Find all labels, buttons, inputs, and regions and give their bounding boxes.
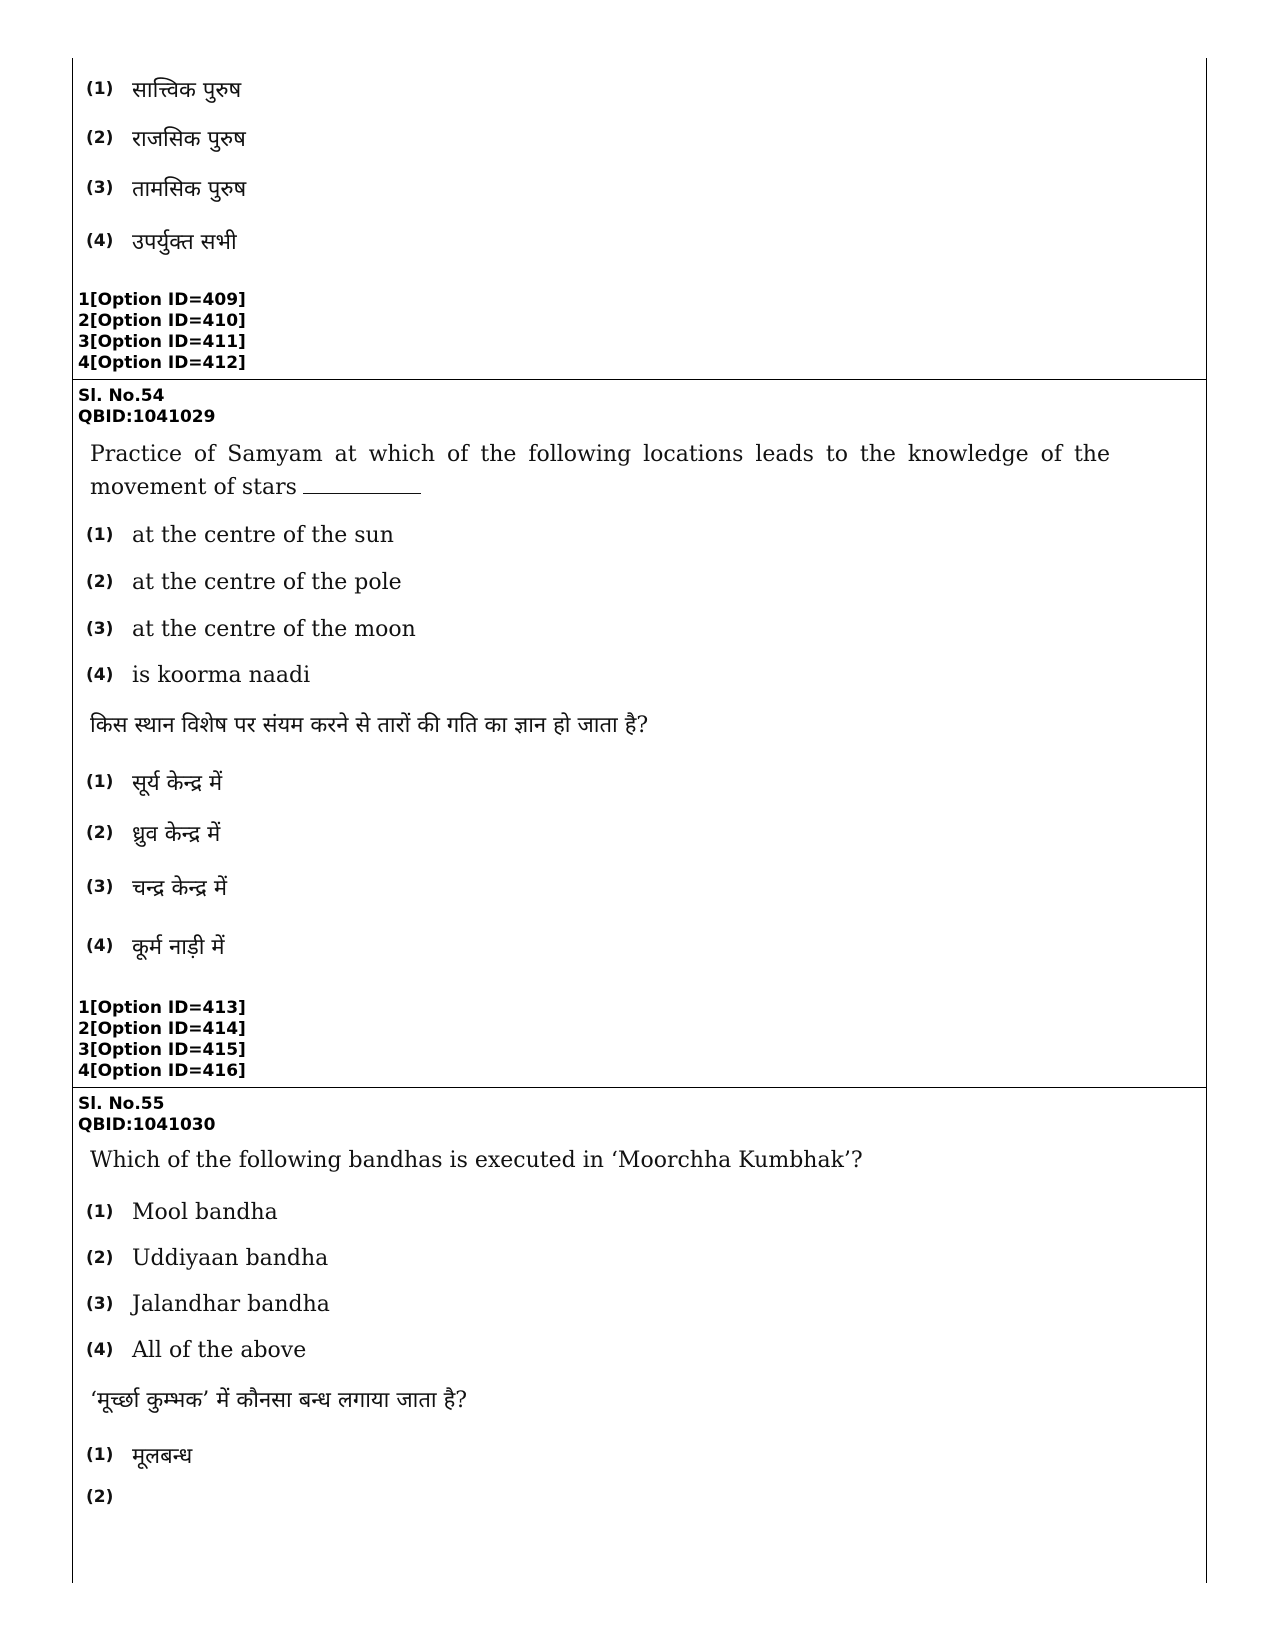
option-id: 3[Option ID=411] (78, 332, 246, 352)
left-border (72, 58, 73, 1583)
option-number: (2) (86, 1248, 114, 1268)
option-text: चन्द्र केन्द्र में (132, 876, 227, 901)
option-row (86, 121, 246, 155)
option-text: राजसिक पुरुष (132, 127, 246, 152)
serial-number: Sl. No.54 (78, 386, 165, 406)
option-number: (4) (86, 665, 114, 685)
option-number: (4) (86, 1340, 114, 1360)
option-row (86, 1287, 330, 1321)
option-number: (3) (86, 1294, 114, 1314)
option-row (86, 1241, 328, 1275)
option-text: at the centre of the moon (132, 616, 416, 642)
option-row (86, 171, 246, 205)
option-row (86, 1333, 306, 1367)
question-text: Practice of Samyam at which of the following locations leads to the knowledge of the movement of stars (90, 442, 1110, 500)
option-text: ध्रुव केन्द्र में (132, 822, 221, 847)
option-row (86, 1195, 278, 1229)
option-id: 2[Option ID=414] (78, 1019, 246, 1039)
option-number: (2) (86, 823, 114, 843)
right-border (1206, 58, 1207, 1583)
option-number: (3) (86, 619, 114, 639)
option-id: 4[Option ID=416] (78, 1061, 246, 1081)
option-id-list (78, 998, 246, 1082)
option-text: तामसिक पुरुष (132, 177, 247, 202)
question-text-en: Which of the following bandhas is executed in ‘Moorchha Kumbhak’? (90, 1148, 863, 1173)
option-text: at the centre of the pole (132, 569, 402, 595)
option-id: 4[Option ID=412] (78, 353, 246, 373)
option-number: (4) (86, 936, 114, 956)
option-text: मूलबन्ध (132, 1444, 193, 1469)
option-number: (2) (86, 128, 114, 148)
serial-number: Sl. No.55 (78, 1094, 165, 1114)
option-text: सूर्य केन्द्र में (132, 771, 223, 796)
option-text: Uddiyaan bandha (132, 1245, 329, 1271)
question-header (78, 386, 215, 428)
option-number: (4) (86, 231, 114, 251)
option-number: (1) (86, 1202, 114, 1222)
option-number: (2) (86, 572, 114, 592)
option-row (86, 72, 241, 106)
question-text-en (90, 439, 1110, 504)
option-row (86, 658, 310, 692)
option-id: 1[Option ID=409] (78, 290, 246, 310)
question-divider (72, 379, 1206, 380)
option-row (86, 765, 222, 799)
question-divider (72, 1087, 1206, 1088)
option-row (86, 518, 394, 552)
option-row (86, 929, 225, 963)
option-text: Mool bandha (132, 1199, 278, 1225)
question-text-hi: ‘मूर्च्छा कुम्भक’ में कौनसा बन्ध लगाया जाता है? (90, 1388, 468, 1413)
option-number: (1) (86, 1445, 114, 1465)
qbid: QBID:1041030 (78, 1115, 216, 1135)
question-header (78, 1094, 215, 1136)
option-text: at the centre of the sun (132, 522, 394, 548)
option-number: (3) (86, 178, 114, 198)
question-paper-page (72, 58, 1206, 1583)
option-id: 1[Option ID=413] (78, 998, 246, 1018)
option-row (86, 224, 237, 258)
qbid: QBID:1041029 (78, 407, 216, 427)
option-id: 3[Option ID=415] (78, 1040, 246, 1060)
option-text: is koorma naadi (132, 662, 311, 688)
option-row (86, 816, 220, 850)
option-number: (2) (86, 1487, 114, 1507)
option-number: (3) (86, 877, 114, 897)
answer-blank (303, 471, 421, 494)
option-number: (1) (86, 79, 114, 99)
option-row (86, 1438, 192, 1472)
option-row (86, 1480, 132, 1514)
option-text: सात्त्विक पुरुष (132, 78, 242, 103)
option-text: उपर्युक्त सभी (132, 230, 237, 255)
option-text: Jalandhar bandha (132, 1291, 330, 1317)
option-row (86, 565, 402, 599)
option-number: (1) (86, 772, 114, 792)
option-text: कूर्म नाड़ी में (132, 935, 225, 960)
option-text: All of the above (132, 1337, 307, 1363)
option-id: 2[Option ID=410] (78, 311, 246, 331)
option-row (86, 870, 227, 904)
option-number: (1) (86, 525, 114, 545)
option-id-list (78, 290, 246, 374)
question-text-hi: किस स्थान विशेष पर संयम करने से तारों की गति का ज्ञान हो जाता है? (90, 713, 649, 738)
option-row (86, 612, 416, 646)
